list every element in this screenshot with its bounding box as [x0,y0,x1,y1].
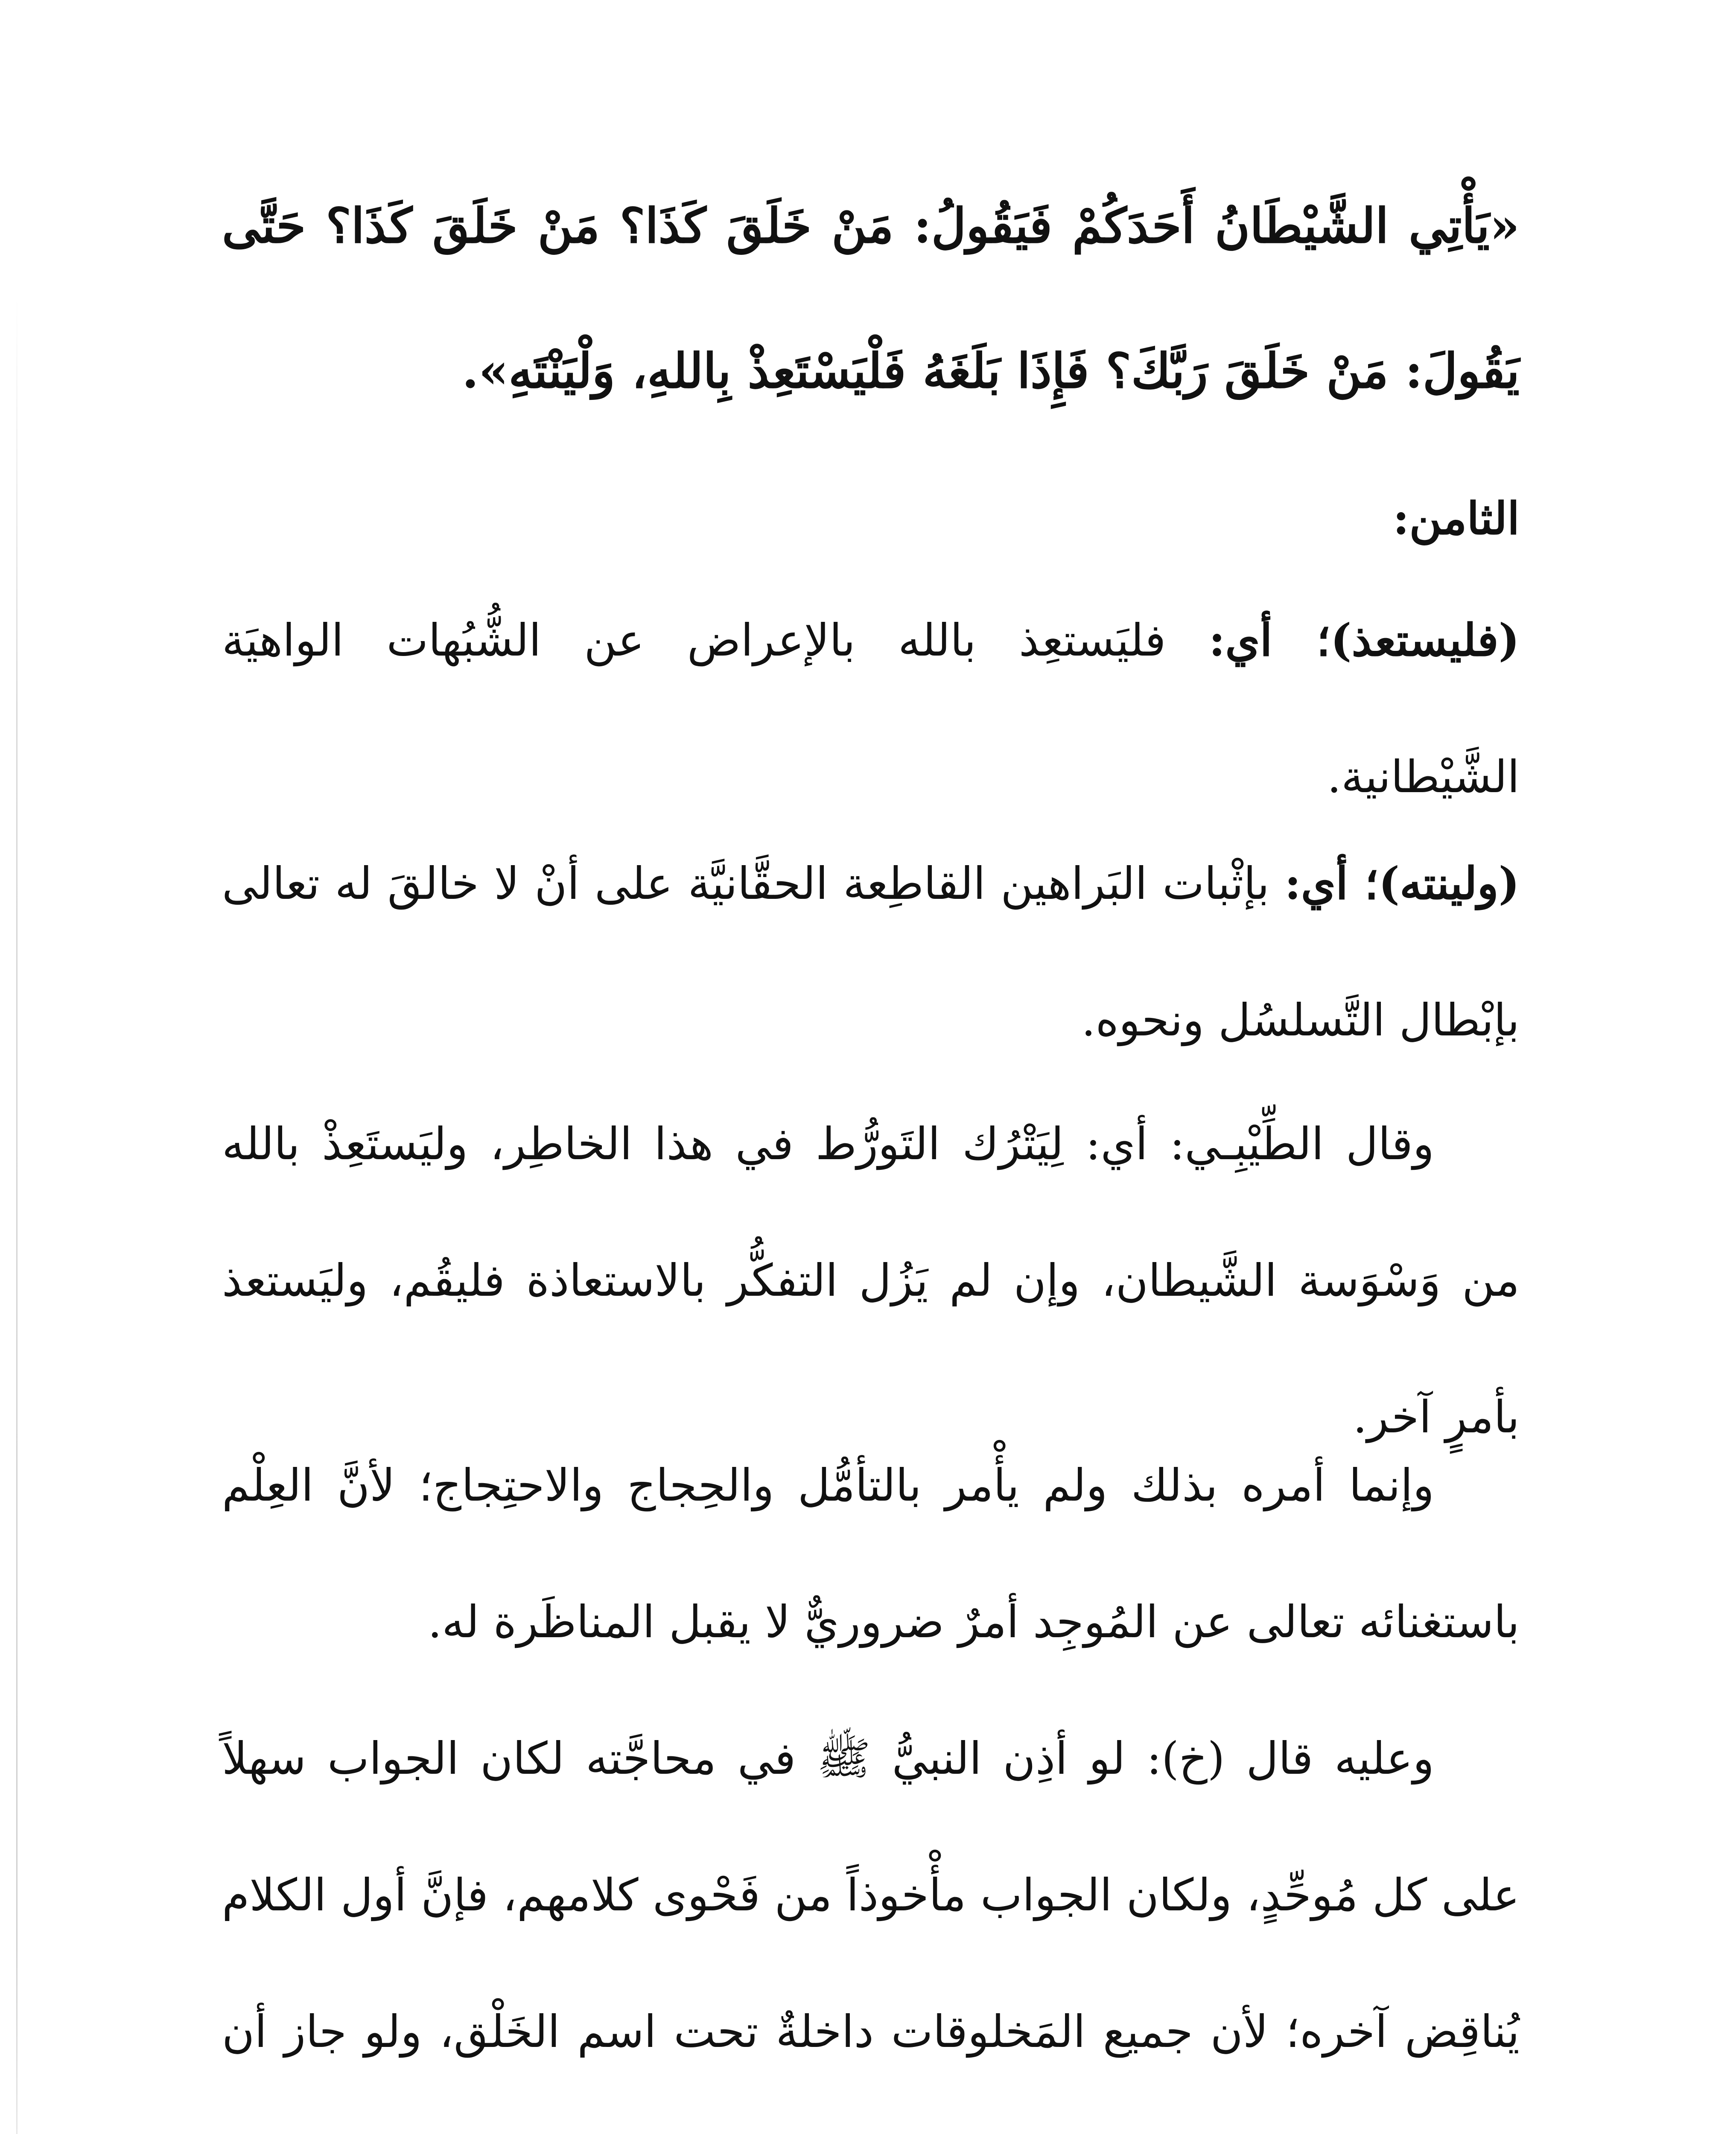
paragraph-fal-yastaidh [222,572,1520,845]
paragraph-text: وقال الطِّيْبِـي: أي: لِيَتْرُك التَورُّط في هذا الخاطِر، وليَستَعِذْ بالله من وَسْوَسة الشَّيطان، وإن لم يَزُل التفكُّر بالاستعاذة فليقُم، وليَستعذ بأمرٍ آخر. [222,1118,1520,1443]
paragraph-text: وإنما أمره بذلك ولم يأْمر بالتأمُّل والحِجاج والاحتِجاج؛ لأنَّ العِلْم باستغنائه تعالى عن المُوجِد أمرٌ ضروريٌّ لا يقبل المناظَرة له. [222,1459,1520,1648]
paragraph-text: فليَستعِذ بالله بالإعراض عن الشُّبُهات الواهيَة الشَّيْطانية. [222,614,1520,803]
paragraph-khattabi [222,1690,1520,2134]
paragraph-wal-yantahi [222,815,1520,1088]
paragraph-text: وعليه قال (خ): لو أذِن النبيُّ ﷺ في محاجَّته لكان الجواب سهلاً على كل مُوحِّدٍ، ولكان الجواب مأْخوذاً من فَحْوى كلامهم، فإنَّ أول الكلام يُناقِض آخره؛ لأن جميع المَخلوقات داخلةٌ تحت اسم الخَلْق، ولو جاز أن [222,1732,1520,2058]
hadith-quote: «يَأْتِي الشَّيْطَانُ أَحَدَكُمْ فَيَقُولُ: مَنْ خَلَقَ كَذَا؟ مَنْ خَلَقَ كَذَا؟ حَتَّى يَقُولَ: مَنْ خَلَقَ رَبَّكَ؟ فَإِذَا بَلَغَهُ فَلْيَسْتَعِذْ بِاللهِ، وَلْيَنْتَهِ». [222,198,1520,399]
scan-margin-line [16,299,18,2134]
paragraph-lead: (ولينته)؛ أي: [1284,857,1520,910]
paragraph-text: بإثْبات البَراهين القاطِعة الحقَّانيَّة على أنْ لا خالقَ له تعالى بإبْطال التَّسلسُل ونحوه. [222,857,1520,1046]
section-heading: الثامن: [1393,492,1520,545]
paragraph-lead: (فليستعذ)؛ أي: [1208,614,1520,666]
paragraph-reason [222,1417,1520,1690]
